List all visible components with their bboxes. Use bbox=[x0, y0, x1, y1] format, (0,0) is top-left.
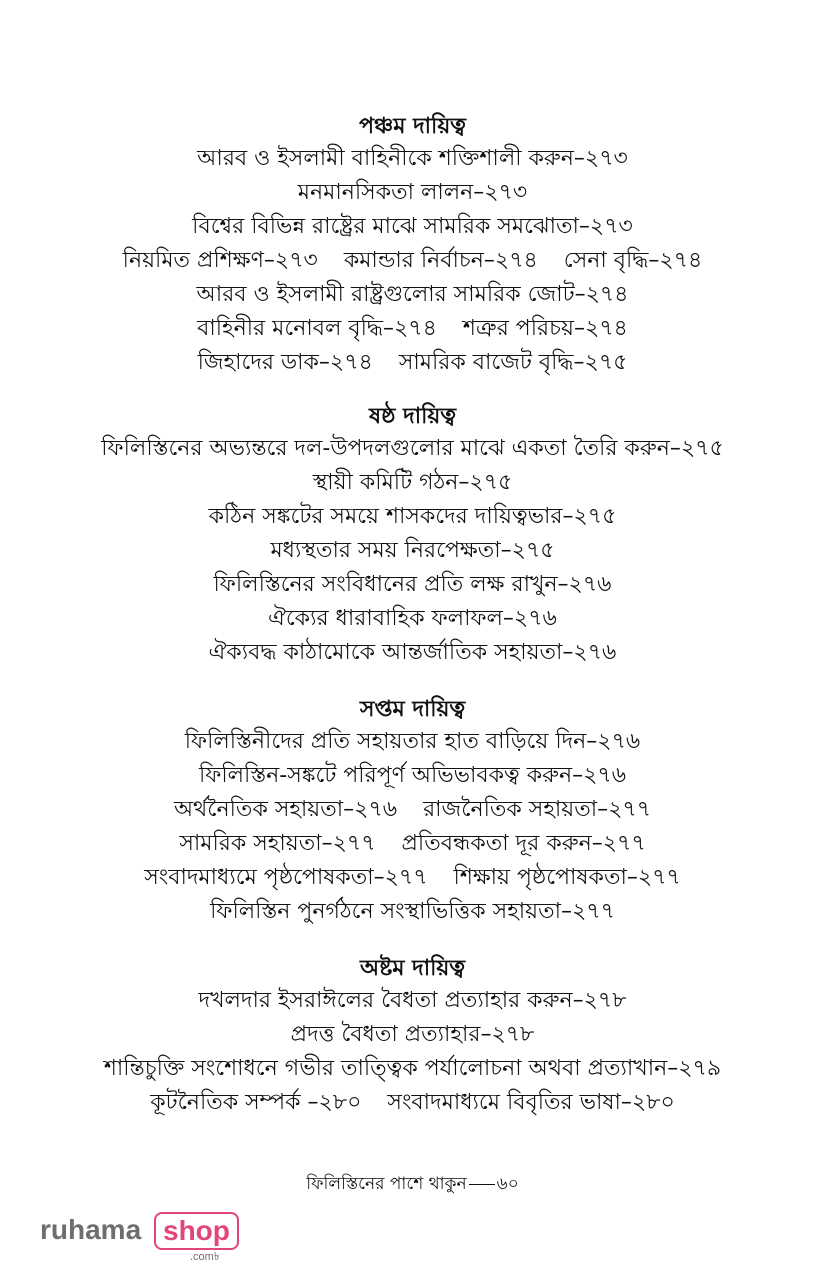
toc-entry: নিয়মিত প্রশিক্ষণ–২৭৩ bbox=[122, 248, 318, 273]
toc-entry: মধ্যস্থতার সময় নিরপেক্ষতা–২৭৫ bbox=[270, 538, 555, 563]
footer-dash bbox=[469, 1184, 495, 1185]
toc-line bbox=[0, 827, 825, 861]
section-7 bbox=[0, 695, 825, 929]
toc-entry: প্রদত্ত বৈধতা প্রত্যাহার–২৭৮ bbox=[290, 1022, 535, 1047]
toc-entry: বিশ্বের বিভিন্ন রাষ্ট্রের মাঝে সামরিক সমঝোতা–২৭৩ bbox=[192, 214, 633, 239]
toc-entry: ফিলিস্তিনীদের প্রতি সহায়তার হাত বাড়িয়ে দিন–২৭৬ bbox=[184, 729, 641, 754]
toc-entry: রাজনৈতিক সহায়তা–২৭৭ bbox=[423, 797, 652, 822]
toc-line bbox=[0, 466, 825, 500]
toc-entry: সেনা বৃদ্ধি–২৭৪ bbox=[563, 248, 703, 273]
toc-line bbox=[0, 1018, 825, 1052]
toc-line bbox=[0, 984, 825, 1018]
toc-line bbox=[0, 793, 825, 827]
toc-entry: ফিলিস্তিন-সঙ্কটে পরিপূর্ণ অভিভাবকত্ব করুন–২৭৬ bbox=[198, 763, 627, 788]
toc-entry: জিহাদের ডাক–২৭৪ bbox=[197, 350, 373, 375]
logo-ruhama-text: ruhama bbox=[40, 1214, 142, 1245]
toc-line bbox=[0, 142, 825, 176]
page-number: ৬০ bbox=[496, 1174, 519, 1194]
toc-entry: আরব ও ইসলামী রাষ্ট্রগুলোর সামরিক জোট–২৭৪ bbox=[196, 282, 629, 307]
logo-shop-text: shop bbox=[154, 1212, 239, 1250]
toc-line bbox=[0, 861, 825, 895]
toc-entry: মনমানসিকতা লালন–২৭৩ bbox=[297, 180, 528, 205]
toc-line bbox=[0, 1086, 825, 1120]
section-heading: অষ্টম দায়িত্ব bbox=[360, 956, 465, 981]
section-6 bbox=[0, 402, 825, 670]
toc-entry: আরব ও ইসলামী বাহিনীকে শক্তিশালী করুন–২৭৩ bbox=[197, 146, 628, 171]
toc-line bbox=[0, 278, 825, 312]
toc-entry: ঐক্যবদ্ধ কাঠামোকে আন্তর্জাতিক সহায়তা–২৭৬ bbox=[208, 640, 617, 665]
toc-entry: কমান্ডার নির্বাচন–২৭৪ bbox=[343, 248, 538, 273]
section-heading: পঞ্চম দায়িত্ব bbox=[359, 114, 466, 139]
toc-line bbox=[0, 432, 825, 466]
toc-line bbox=[0, 602, 825, 636]
section-heading: ষষ্ঠ দায়িত্ব bbox=[369, 404, 456, 429]
toc-entry: অর্থনৈতিক সহায়তা–২৭৬ bbox=[173, 797, 398, 822]
toc-line bbox=[0, 244, 825, 278]
toc-entry: ফিলিস্তিনের অভ্যন্তরে দল-উপদলগুলোর মাঝে একতা তৈরি করুন–২৭৫ bbox=[101, 436, 724, 461]
toc-line bbox=[0, 500, 825, 534]
toc-line bbox=[0, 210, 825, 244]
toc-line bbox=[0, 895, 825, 929]
toc-entry: সামরিক সহায়তা–২৭৭ bbox=[179, 831, 376, 856]
toc-entry: ফিলিস্তিন পুনর্গঠনে সংস্থাভিত্তিক সহায়তা–২৭৭ bbox=[210, 899, 615, 924]
section-heading: সপ্তম দায়িত্ব bbox=[359, 697, 466, 722]
toc-line bbox=[0, 312, 825, 346]
section-8 bbox=[0, 954, 825, 1120]
toc-line bbox=[0, 346, 825, 380]
toc-entry: ঐক্যের ধারাবাহিক ফলাফল–২৭৬ bbox=[268, 606, 557, 631]
toc-entry: সংবাদমাধ্যমে বিবৃতির ভাষা–২৮০ bbox=[387, 1090, 675, 1115]
page-footer bbox=[0, 1172, 825, 1196]
toc-entry: শত্রুর পরিচয়–২৭৪ bbox=[462, 316, 628, 341]
toc-entry: কঠিন সঙ্কটের সময়ে শাসকদের দায়িত্বভার–২৭৫ bbox=[208, 504, 617, 529]
toc-line bbox=[0, 725, 825, 759]
toc-line bbox=[0, 759, 825, 793]
toc-line bbox=[0, 534, 825, 568]
toc-entry: সামরিক বাজেট বৃদ্ধি–২৭৫ bbox=[398, 350, 628, 375]
toc-entry: সংবাদমাধ্যমে পৃষ্ঠপোষকতা–২৭৭ bbox=[144, 865, 428, 890]
toc-line bbox=[0, 1052, 825, 1086]
toc-entry: ফিলিস্তিনের সংবিধানের প্রতি লক্ষ রাখুন–২৭৬ bbox=[213, 572, 612, 597]
section-5 bbox=[0, 112, 825, 380]
toc-line bbox=[0, 636, 825, 670]
ruhama-shop-logo bbox=[40, 1212, 230, 1262]
toc-entry: প্রতিবন্ধকতা দূর করুন–২৭৭ bbox=[401, 831, 646, 856]
toc-entry: স্থায়ী কমিটি গঠন–২৭৫ bbox=[312, 470, 513, 495]
toc-entry: কূটনৈতিক সম্পর্ক –২৮০ bbox=[150, 1090, 362, 1115]
toc-line bbox=[0, 176, 825, 210]
toc-entry: বাহিনীর মনোবল বৃদ্ধি–২৭৪ bbox=[197, 316, 437, 341]
toc-line bbox=[0, 568, 825, 602]
toc-entry: শিক্ষায় পৃষ্ঠপোষকতা–২৭৭ bbox=[453, 865, 681, 890]
toc-entry: দখলদার ইসরাঈলের বৈধতা প্রত্যাহার করুন–২৭৮ bbox=[198, 988, 627, 1013]
logo-com-text: .com৳ bbox=[190, 1251, 220, 1263]
toc-entry: শান্তিচুক্তি সংশোধনে গভীর তাত্ত্বিক পর্যালোচনা অথবা প্রত্যাখান–২৭৯ bbox=[103, 1056, 722, 1081]
footer-book-title: ফিলিস্তিনের পাশে থাকুন bbox=[306, 1174, 467, 1194]
